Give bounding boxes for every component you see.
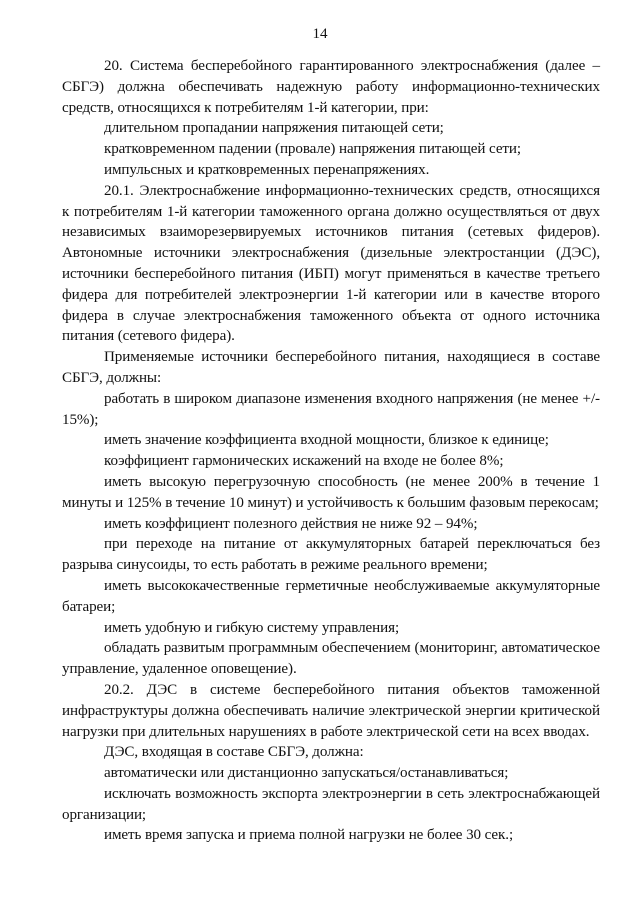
paragraph-ups-requirements: Применяемые источники бесперебойного питания, находящиеся в составе СБГЭ, должны: <box>62 349 600 386</box>
list-item: импульсных и кратковременных перенапряжениях. <box>104 161 430 178</box>
paragraph-des-requirements: ДЭС, входящая в составе СБГЭ, должна: <box>104 744 364 761</box>
list-item: обладать развитым программным обеспечением (мониторинг, автоматическое управление, удаленное оповещение). <box>62 640 600 678</box>
list-item: кратковременном падении (провале) напряжения питающей сети; <box>104 141 521 158</box>
list-item: исключать возможность экспорта электроэнергии в сеть электроснабжающей организации; <box>62 785 600 823</box>
list-item: длительном пропадании напряжения питающей сети; <box>104 120 444 137</box>
list-item: автоматически или дистанционно запускаться/останавливаться; <box>104 765 509 782</box>
page-number: 14 <box>312 26 328 42</box>
paragraph-20: 20. Система бесперебойного гарантированного электроснабжения (далее – СБГЭ) должна обеспечивать надежную работу информационно-технических средств, относящихся к потребителям 1-й категории, при: <box>62 58 600 116</box>
document-body <box>62 56 600 846</box>
list-item: иметь значение коэффициента входной мощности, близкое к единице; <box>104 432 549 449</box>
paragraph-20-2: 20.2. ДЭС в системе бесперебойного питания объектов таможенной инфраструктуры должна обеспечивать наличие электрической энергии критической нагрузки при длительных нарушениях в работе электрической сети на всех вводах. <box>62 681 600 740</box>
list-item: иметь высококачественные герметичные необслуживаемые аккумуляторные батареи; <box>62 577 600 615</box>
paragraph-20-1: 20.1. Электроснабжение информационно-технических средств, относящихся к потребителям 1-й категории таможенного органа должно осуществляться от двух независимых взаиморезервируемых источников питания (сетевых фидеров). Автономные источники электроснабжения (дизельные электростанции (ДЭС), источники бесперебойного питания (ИБП) могут применяться в качестве третьего фидера для потребителей электроэнергии 1-й категории или в качестве второго фидера в случае электроснабжения таможенного объекта от одного источника питания (сетевого фидера). <box>62 182 600 345</box>
list-item: коэффициент гармонических искажений на входе не более 8%; <box>104 453 504 470</box>
list-item: иметь коэффициент полезного действия не ниже 92 – 94%; <box>104 515 478 532</box>
list-item: при переходе на питание от аккумуляторных батарей переключаться без разрыва синусоиды, то есть работать в режиме реального времени; <box>62 536 600 574</box>
list-item: иметь высокую перегрузочную способность (не менее 200% в течение 1 минуты и 125% в течение 10 минут) и устойчивость к большим фазовым перекосам; <box>62 473 600 511</box>
list-item: работать в широком диапазоне изменения входного напряжения (не менее +/- 15%); <box>62 390 600 428</box>
list-item: иметь время запуска и приема полной нагрузки не более 30 сек.; <box>104 827 514 844</box>
list-item: иметь удобную и гибкую систему управления; <box>104 619 400 636</box>
